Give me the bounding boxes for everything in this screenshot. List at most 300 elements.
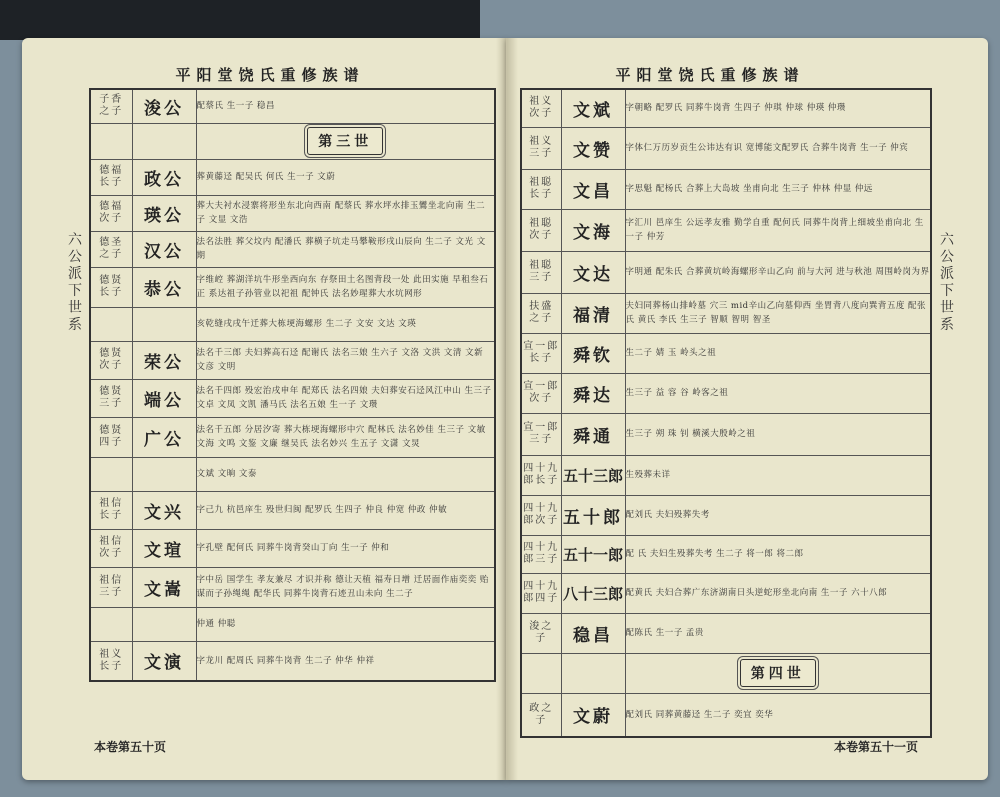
relation-line — [91, 275, 132, 287]
relation-char: 宣 — [523, 422, 536, 433]
biography-note: 法名千三郎 夫妇葬高石迳 配谢氏 法名三娘 生六子 文洛 文洪 文清 文新 文彦 文明 — [196, 341, 495, 379]
relation-line — [522, 189, 561, 201]
relation-char: 子 — [535, 714, 548, 726]
relation-char: 四 — [523, 463, 536, 474]
relation-char: 子 — [541, 313, 554, 324]
person-name: 八十三郎 — [561, 573, 625, 613]
person-name: 福清 — [561, 293, 625, 333]
relation-char: 子 — [541, 148, 554, 159]
empty-cell — [561, 653, 625, 693]
relation-char: 德 — [99, 165, 112, 176]
relation-line — [91, 398, 132, 410]
biography-note: 生殁葬未详 — [625, 455, 931, 495]
empty-cell — [132, 607, 196, 641]
relation-char: 子 — [111, 287, 124, 298]
biography-note: 仲通 仲聪 — [196, 607, 495, 641]
continuation-row — [90, 307, 495, 341]
relation-char: 之 — [529, 313, 542, 324]
relation-cell — [90, 341, 132, 379]
relation-char: 香 — [111, 94, 124, 106]
relation-char: 祖 — [99, 536, 112, 547]
relation-char: 郎 — [523, 593, 536, 604]
biography-note: 法名法胜 葬父坟内 配潘氏 葬横子坑走马攀鞍形戌山辰向 生二子 文光 文期 — [196, 231, 495, 267]
relation-cell — [521, 293, 561, 333]
person-name: 舜钦 — [561, 333, 625, 373]
biography-note: 夫妇同葬杨山排岭墓 穴三 mid辛山乙向墓仰西 坐胃背八度向巽背五度 配张氏 黄氏 李氏 生三子 智顺 智明 智圣 — [625, 293, 931, 333]
relation-char: 一 — [535, 422, 548, 433]
relation-cell — [521, 169, 561, 209]
relation-char: 四 — [523, 503, 536, 514]
person-name: 广公 — [132, 417, 196, 457]
relation-char: 德 — [99, 237, 112, 248]
relation-line — [522, 475, 561, 487]
right-genealogy-rows — [521, 89, 931, 737]
relation-line — [91, 249, 132, 261]
biography-note: 字朝略 配罗氏 同葬牛岗背 生四子 仲琪 仲球 仲瑛 仲瓒 — [625, 89, 931, 127]
relation-char: 德 — [99, 386, 112, 397]
relation-char: 之 — [541, 702, 554, 714]
person-name: 文达 — [561, 251, 625, 293]
biography-note: 配 氏 夫妇生殁葬失考 生二子 将一郎 将二郎 — [625, 535, 931, 573]
relation-line — [91, 177, 132, 189]
relation-char: 子 — [111, 177, 124, 188]
relation-line — [91, 510, 132, 522]
relation-char: 之 — [99, 249, 112, 260]
person-name: 文瑄 — [132, 529, 196, 567]
generation-cell — [625, 653, 931, 693]
person-name: 瑛公 — [132, 195, 196, 231]
relation-line — [522, 393, 561, 405]
relation-char: 聪 — [541, 260, 554, 271]
relation-line — [522, 434, 561, 446]
biography-note: 法名千五郎 分居汐寄 葬大栋埂海螺形中穴 配林氏 法名妙佳 生三子 文敏 文海 文鸣 文鉴 文廉 继吴氏 法名妙兴 生五子 文潇 文炅 — [196, 417, 495, 457]
relation-char: 子 — [541, 189, 554, 200]
biography-note: 字龙川 配周氏 同葬牛岗背 生二子 仲华 仲祥 — [196, 641, 495, 681]
relation-char: 长 — [529, 353, 542, 364]
relation-char: 子 — [111, 249, 124, 260]
relation-line — [522, 554, 561, 566]
relation-line — [522, 148, 561, 160]
relation-cell — [521, 573, 561, 613]
relation-line — [91, 165, 132, 177]
right-genealogy-table — [520, 88, 932, 738]
biography-note: 葬大夫衬水浸寨将形坐东北向西南 配蔡氏 葬水坪水排玉鸞坐北向南 生二子 文显 文浩 — [196, 195, 495, 231]
person-name: 文昌 — [561, 169, 625, 209]
relation-char: 九 — [547, 503, 560, 514]
relation-char: 福 — [111, 165, 124, 176]
relation-cell — [90, 641, 132, 681]
relation-cell — [521, 373, 561, 413]
relation-line — [91, 201, 132, 213]
relation-char: 宣 — [523, 341, 536, 352]
relation-char: 一 — [535, 341, 548, 352]
biography-note: 生三子 朔 珠 钊 横溪大殷岭之祖 — [625, 413, 931, 455]
relation-line — [522, 341, 561, 353]
relation-char: 子 — [111, 360, 124, 371]
biography-note: 字己九 杭邑庠生 殁世归闽 配罗氏 生四子 仲良 仲宽 仲政 仲敏 — [196, 491, 495, 529]
person-name: 文赞 — [561, 127, 625, 169]
relation-char: 九 — [547, 542, 560, 553]
relation-line — [522, 136, 561, 148]
biography-note: 生三子 益 容 谷 岭客之祖 — [625, 373, 931, 413]
person-row — [521, 693, 931, 737]
relation-char: 次 — [99, 548, 112, 559]
relation-char: 次 — [529, 108, 542, 120]
person-name: 文蔚 — [561, 693, 625, 737]
relation-line — [522, 353, 561, 365]
relation-char: 子 — [111, 587, 124, 598]
relation-char: 义 — [111, 648, 124, 660]
person-row — [521, 455, 931, 495]
generation-header-row — [90, 123, 495, 159]
relation-cell — [90, 89, 132, 123]
relation-char: 子 — [99, 94, 112, 106]
relation-char: 祖 — [99, 498, 112, 509]
relation-char: 贤 — [111, 275, 124, 286]
empty-cell — [521, 653, 561, 693]
person-name: 汉公 — [132, 231, 196, 267]
relation-char: 郎 — [547, 381, 560, 392]
relation-line — [91, 661, 132, 673]
relation-cell — [90, 195, 132, 231]
person-row — [521, 333, 931, 373]
relation-char: 德 — [99, 425, 112, 436]
relation-char: 祖 — [529, 136, 542, 147]
relation-char: 宣 — [523, 381, 536, 392]
person-row — [521, 373, 931, 413]
relation-char: 子 — [547, 475, 560, 486]
relation-char: 三 — [99, 587, 112, 598]
person-row — [90, 417, 495, 457]
generation-header-row — [521, 653, 931, 693]
continuation-row — [90, 607, 495, 641]
person-row — [521, 495, 931, 535]
relation-char: 次 — [535, 515, 548, 526]
biography-note: 配刘氏 夫妇殁葬失考 — [625, 495, 931, 535]
person-name: 文兴 — [132, 491, 196, 529]
relation-char: 祖 — [529, 218, 542, 229]
relation-char: 信 — [111, 536, 124, 547]
biography-note: 亥乾缝戌戌午迁葬大栋埂海螺形 生二子 文安 文达 文瑛 — [196, 307, 495, 341]
relation-char: 福 — [111, 201, 124, 212]
right-side-label: 六公派下世系 — [940, 232, 954, 333]
relation-line — [522, 230, 561, 242]
person-row — [90, 567, 495, 607]
relation-char: 子 — [541, 108, 554, 120]
relation-char: 四 — [523, 581, 536, 592]
right-page-number: 本卷第五十一页 — [834, 740, 919, 754]
relation-cell — [521, 693, 561, 737]
person-name: 舜达 — [561, 373, 625, 413]
relation-char: 十 — [535, 463, 548, 474]
person-row — [90, 529, 495, 567]
biography-note: 字孔壁 配何氏 同葬牛岗背癸山丁向 生一子 仲和 — [196, 529, 495, 567]
relation-line — [91, 106, 132, 118]
person-name: 端公 — [132, 379, 196, 417]
relation-cell — [521, 613, 561, 653]
relation-cell — [521, 413, 561, 455]
relation-line — [522, 272, 561, 284]
biography-note: 字汇川 邑庠生 公远孝友雅 勤学自重 配何氏 同葬牛岗背上细坡坐甫向北 生一子 仲芳 — [625, 209, 931, 251]
relation-cell — [90, 267, 132, 307]
relation-char: 四 — [535, 593, 548, 604]
biography-note: 配黄氏 夫妇合葬广东济湖南日头逆蛇形坐北向南 生一子 六十八郎 — [625, 573, 931, 613]
relation-char: 德 — [99, 275, 112, 286]
person-row — [90, 491, 495, 529]
relation-line — [522, 633, 561, 645]
person-row — [90, 641, 495, 681]
relation-char: 聪 — [541, 177, 554, 188]
relation-char: 四 — [523, 542, 536, 553]
relation-char: 子 — [547, 515, 560, 526]
relation-char: 郎 — [547, 422, 560, 433]
relation-char: 十 — [535, 542, 548, 553]
relation-char: 郎 — [547, 341, 560, 352]
biography-note: 文斌 文晌 文泰 — [196, 457, 495, 491]
relation-char: 贤 — [111, 386, 124, 397]
biography-note: 法名千四郎 殁宏治戌申年 配郑氏 法名四娘 夫妇葬安石迳风江申山 生三子 文卓 文凤 文凯 潘马氏 法名五娘 生一子 文瓒 — [196, 379, 495, 417]
person-name: 政公 — [132, 159, 196, 195]
empty-cell — [90, 307, 132, 341]
relation-line — [522, 515, 561, 527]
person-row — [521, 251, 931, 293]
relation-line — [522, 422, 561, 434]
relation-char: 郎 — [523, 475, 536, 486]
relation-char: 郎 — [523, 554, 536, 565]
person-row — [521, 169, 931, 209]
relation-char: 信 — [111, 575, 124, 586]
relation-char: 子 — [111, 660, 124, 672]
biography-note: 配刘氏 同葬黄藤迳 生二子 奕宜 奕华 — [625, 693, 931, 737]
person-row — [521, 573, 931, 613]
relation-line — [522, 260, 561, 272]
left-genealogy-rows — [90, 89, 495, 681]
relation-char: 子 — [541, 353, 554, 364]
relation-char: 盛 — [541, 301, 554, 312]
relation-line — [522, 463, 561, 475]
relation-cell — [90, 159, 132, 195]
relation-line — [522, 715, 561, 727]
person-row — [521, 535, 931, 573]
relation-char: 祖 — [99, 648, 112, 660]
relation-line — [522, 703, 561, 715]
relation-char: 之 — [99, 106, 112, 118]
relation-line — [522, 108, 561, 120]
person-name: 稳昌 — [561, 613, 625, 653]
relation-char: 之 — [541, 621, 554, 632]
relation-cell — [521, 333, 561, 373]
relation-char: 长 — [99, 177, 112, 188]
relation-line — [91, 649, 132, 661]
empty-cell — [132, 457, 196, 491]
empty-cell — [90, 123, 132, 159]
relation-line — [91, 536, 132, 548]
person-row — [90, 267, 495, 307]
relation-cell — [521, 209, 561, 251]
relation-char: 三 — [529, 148, 542, 159]
relation-line — [522, 581, 561, 593]
relation-char: 祖 — [529, 260, 542, 271]
biography-note: 生二子 婧 玉 岭头之祖 — [625, 333, 931, 373]
relation-line — [522, 301, 561, 313]
empty-cell — [90, 457, 132, 491]
relation-line — [91, 437, 132, 449]
relation-char: 子 — [541, 230, 554, 241]
relation-line — [91, 360, 132, 372]
person-name: 文斌 — [561, 89, 625, 127]
relation-char: 义 — [541, 96, 554, 108]
person-name: 文海 — [561, 209, 625, 251]
relation-line — [522, 593, 561, 605]
book-gutter — [496, 38, 518, 780]
relation-line — [522, 177, 561, 189]
relation-line — [522, 381, 561, 393]
person-row — [90, 195, 495, 231]
relation-char: 子 — [547, 554, 560, 565]
relation-char: 子 — [111, 106, 124, 118]
generation-cell — [196, 123, 495, 159]
relation-char: 郎 — [523, 515, 536, 526]
left-page-title: 平阳堂饶氏重修族谱 — [175, 66, 365, 84]
left-genealogy-table — [89, 88, 496, 682]
relation-line — [91, 348, 132, 360]
person-name: 五十三郎 — [561, 455, 625, 495]
relation-line — [91, 548, 132, 560]
person-name: 恭公 — [132, 267, 196, 307]
empty-cell — [132, 307, 196, 341]
left-page-number: 本卷第五十页 — [94, 740, 167, 754]
relation-char: 子 — [541, 272, 554, 283]
generation-badge: 第三世 — [307, 127, 383, 155]
relation-char: 子 — [111, 510, 124, 521]
relation-char: 子 — [535, 633, 548, 644]
relation-char: 次 — [99, 360, 112, 371]
relation-char: 三 — [99, 398, 112, 409]
relation-char: 聪 — [541, 218, 554, 229]
relation-char: 长 — [99, 660, 112, 672]
relation-char: 三 — [529, 434, 542, 445]
relation-line — [522, 621, 561, 633]
relation-line — [91, 425, 132, 437]
person-name: 五十郎 — [561, 495, 625, 535]
relation-line — [522, 313, 561, 325]
relation-char: 浚 — [529, 621, 542, 632]
relation-char: 一 — [535, 381, 548, 392]
relation-line — [91, 575, 132, 587]
relation-cell — [90, 491, 132, 529]
relation-cell — [521, 89, 561, 127]
biography-note: 字思魁 配杨氏 合葬上大岛坡 坐甫向北 生三子 仲林 仲显 仲远 — [625, 169, 931, 209]
relation-char: 次 — [529, 393, 542, 404]
person-row — [521, 413, 931, 455]
relation-char: 祖 — [99, 575, 112, 586]
person-name: 文嵩 — [132, 567, 196, 607]
relation-char: 九 — [547, 581, 560, 592]
person-row — [90, 231, 495, 267]
relation-char: 子 — [541, 434, 554, 445]
relation-cell — [90, 417, 132, 457]
relation-line — [522, 218, 561, 230]
relation-cell — [521, 455, 561, 495]
relation-char: 次 — [529, 230, 542, 241]
relation-char: 长 — [535, 475, 548, 486]
book-cover-edge — [0, 0, 480, 40]
biography-note: 葬黄藤迳 配吴氏 何氏 生一子 文蔚 — [196, 159, 495, 195]
relation-line — [522, 542, 561, 554]
person-name: 舜通 — [561, 413, 625, 455]
relation-line — [91, 94, 132, 106]
person-row — [90, 341, 495, 379]
empty-cell — [90, 607, 132, 641]
relation-char: 十 — [535, 503, 548, 514]
relation-char: 子 — [541, 393, 554, 404]
person-row — [521, 613, 931, 653]
relation-cell — [90, 529, 132, 567]
relation-char: 贤 — [111, 425, 124, 436]
relation-char: 祖 — [529, 177, 542, 188]
relation-char: 四 — [99, 437, 112, 448]
relation-char: 子 — [111, 548, 124, 559]
right-page-title: 平阳堂饶氏重修族谱 — [615, 66, 805, 84]
relation-char: 长 — [529, 189, 542, 200]
empty-cell — [132, 123, 196, 159]
relation-char: 德 — [99, 201, 112, 212]
relation-char: 子 — [111, 213, 124, 224]
biography-note: 字中岳 国学生 孝友兼尽 才识并称 德让天植 福寿日增 迁居面作庙奕奕 贻谋而子孙绳绳 配华氏 同葬牛岗背石迹丑山未向 生二子 — [196, 567, 495, 607]
relation-char: 义 — [541, 136, 554, 147]
relation-char: 长 — [99, 287, 112, 298]
relation-cell — [521, 251, 561, 293]
relation-line — [91, 287, 132, 299]
person-name: 五十一郎 — [561, 535, 625, 573]
person-row — [521, 293, 931, 333]
generation-badge: 第四世 — [740, 659, 816, 687]
relation-char: 三 — [529, 272, 542, 283]
person-name: 文演 — [132, 641, 196, 681]
relation-cell — [521, 535, 561, 573]
relation-cell — [90, 231, 132, 267]
person-row — [521, 89, 931, 127]
relation-char: 子 — [111, 398, 124, 409]
relation-char: 三 — [535, 554, 548, 565]
relation-cell — [521, 127, 561, 169]
relation-line — [91, 587, 132, 599]
relation-char: 扶 — [529, 301, 542, 312]
relation-char: 信 — [111, 498, 124, 509]
biography-note: 配陈氏 生一子 孟贵 — [625, 613, 931, 653]
relation-char: 祖 — [529, 96, 542, 108]
relation-line — [91, 498, 132, 510]
biography-note: 配蔡氏 生一子 稳昌 — [196, 89, 495, 123]
relation-char: 次 — [99, 213, 112, 224]
person-row — [90, 379, 495, 417]
relation-char: 圣 — [111, 237, 124, 248]
relation-char: 贤 — [111, 348, 124, 359]
person-name: 浚公 — [132, 89, 196, 123]
relation-char: 十 — [535, 581, 548, 592]
relation-char: 子 — [111, 437, 124, 448]
relation-line — [91, 237, 132, 249]
relation-line — [91, 386, 132, 398]
relation-char: 政 — [529, 702, 542, 714]
relation-cell — [521, 495, 561, 535]
relation-char: 德 — [99, 348, 112, 359]
relation-line — [522, 503, 561, 515]
person-name: 荣公 — [132, 341, 196, 379]
person-row — [90, 159, 495, 195]
person-row — [521, 209, 931, 251]
biography-note: 字维崆 葬湖洋坑牛形坐西向东 存祭田土名图背段一处 此田实施 早租叁石正 系达祖子孙管业以祀祖 配钟氏 法名妙瑆葬大水坑网形 — [196, 267, 495, 307]
